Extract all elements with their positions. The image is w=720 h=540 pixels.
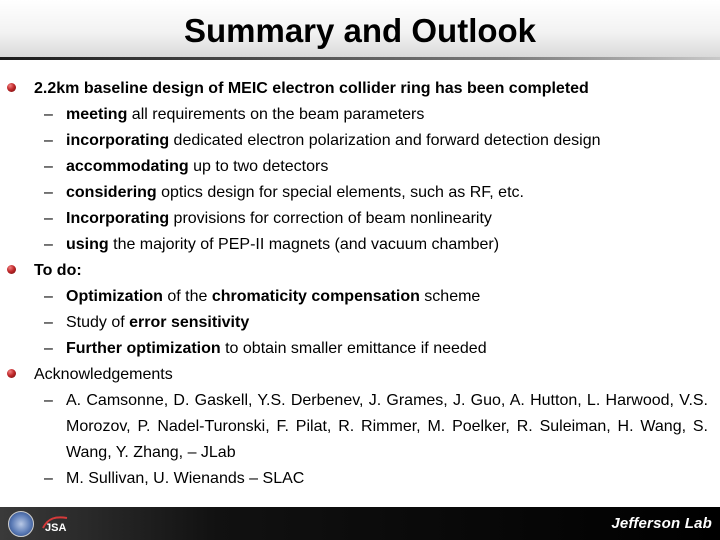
bullet-icon [7,265,16,274]
bullet-item-design [0,76,720,102]
sub-item-bold: accommodating [66,158,189,175]
sub-item-text: scheme [419,288,481,305]
dash-marker: – [44,340,53,357]
sub-item [0,336,720,362]
sub-item [0,310,720,336]
dash-marker: – [44,184,53,201]
sub-item-bold: meeting [66,106,128,123]
bullet-icon [7,369,16,378]
sub-item-text: all requirements on the beam parameters [127,106,425,123]
dash-marker: – [44,392,53,409]
page-title: Summary and Outlook [183,12,537,49]
dash-marker: – [44,210,53,227]
sub-item-bold: Incorporating [66,210,170,227]
sub-item-text: M. Sullivan, U. Wienands – SLAC [66,470,305,487]
sub-item-text: the majority of PEP-II magnets (and vacuum chamber) [108,236,500,253]
sub-item-text: optics design for special elements, such as RF, etc. [156,184,524,201]
sub-item-text: of the [162,288,212,305]
bullet-icon [7,83,16,92]
footer-bar [0,507,720,540]
sub-item [0,102,720,128]
dash-marker: – [44,470,53,487]
bullet-text: 2.2km baseline design of MEIC electron collider ring has been completed [34,80,589,97]
dash-marker: – [44,236,53,253]
sub-item-bold: error sensitivity [129,314,250,331]
jsa-logo-text: JSA [45,522,67,534]
sub-item-bold: incorporating [66,132,170,149]
bullet-item-todo [0,258,720,284]
sub-item [0,284,720,310]
sub-item-text: up to two detectors [188,158,329,175]
dash-marker: – [44,106,53,123]
sub-item-text: Study of [66,314,130,331]
dash-marker: – [44,288,53,305]
doe-seal-icon [8,511,34,537]
sub-item [0,154,720,180]
slide-content [0,76,720,492]
dash-marker: – [44,314,53,331]
bullet-text: To do: [34,262,82,279]
sub-item-text: to obtain smaller emittance if needed [220,340,487,357]
sub-item [0,128,720,154]
title-divider [0,57,720,60]
jsa-logo-icon [40,514,70,534]
sub-item-bold: Optimization [66,288,163,305]
sub-item-bold: chromaticity compensation [211,288,420,305]
bullet-text: Acknowledgements [34,366,173,383]
sub-item [0,232,720,258]
sub-item-bold: considering [66,184,157,201]
sub-item-jlab-names [0,388,720,466]
dash-marker: – [44,132,53,149]
dash-marker: – [44,158,53,175]
lab-name: Jefferson Lab [611,515,712,532]
sub-item-slac-names [0,466,720,492]
sub-item-text: A. Camsonne, D. Gaskell, Y.S. Derbenev, J. Grames, J. Guo, A. Hutton, L. Harwood, V.S. Morozov, P. Nadel-Turonski, F. Pilat, R. Rimmer, M. Poelker, R. Suleiman, H. Wang, S. Wang, Y. Zhang, – JLab [66,392,708,461]
sub-item-text: dedicated electron polarization and forward detection design [169,132,601,149]
bullet-item-acknowledgements [0,362,720,388]
sub-item-bold: Further optimization [66,340,221,357]
sub-item [0,206,720,232]
sub-item-bold: using [66,236,109,253]
sub-item-text: provisions for correction of beam nonlinearity [169,210,492,227]
sub-item [0,180,720,206]
